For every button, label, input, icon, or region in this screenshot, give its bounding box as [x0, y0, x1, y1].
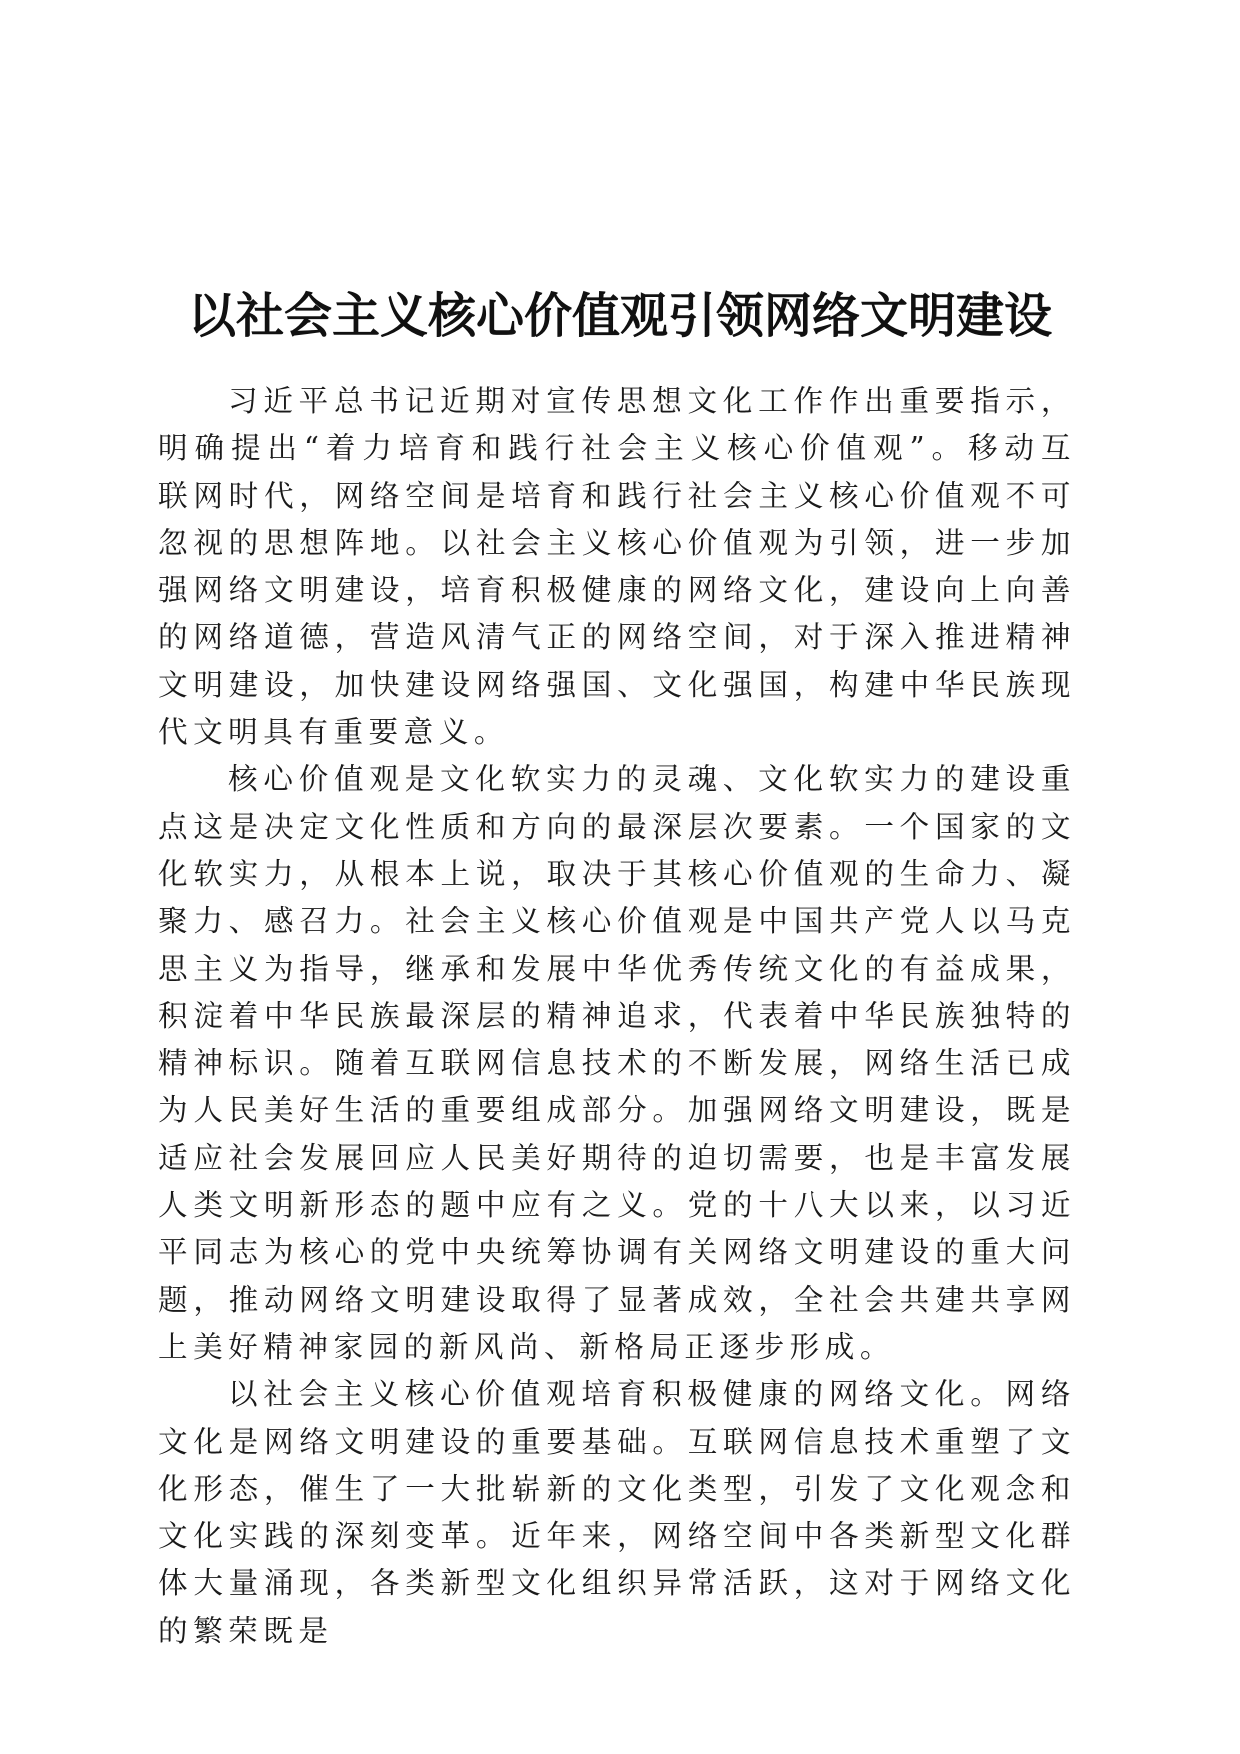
document-title: 以社会主义核心价值观引领网络文明建设: [187, 288, 1052, 345]
document-body: [158, 378, 1076, 1655]
paragraph-3: 以社会主义核心价值观培育积极健康的网络文化。网络文化是网络文明建设的重要基础。互联网信息技术重塑了文化形态，催生了一大批崭新的文化类型，引发了文化观念和文化实践的深刻变革。近年来，网络空间中各类新型文化群体大量涌现，各类新型文化组织异常活跃，这对于网络文化的繁荣既是: [158, 1377, 1076, 1648]
paragraph-1: 习近平总书记近期对宣传思想文化工作作出重要指示，明确提出“着力培育和践行社会主义核心价值观”。移动互联网时代，网络空间是培育和践行社会主义核心价值观不可忽视的思想阵地。以社会主义核心价值观为引领，进一步加强网络文明建设，培育积极健康的网络文化，建设向上向善的网络道德，营造风清气正的网络空间，对于深入推进精神文明建设，加快建设网络强国、文化强国，构建中华民族现代文明具有重要意义。: [158, 384, 1076, 750]
paragraph-2: 核心价值观是文化软实力的灵魂、文化软实力的建设重点这是决定文化性质和方向的最深层次要素。一个国家的文化软实力，从根本上说，取决于其核心价值观的生命力、凝聚力、感召力。社会主义核心价值观是中国共产党人以马克思主义为指导，继承和发展中华优秀传统文化的有益成果，积淀着中华民族最深层的精神追求，代表着中华民族独特的精神标识。随着互联网信息技术的不断发展，网络生活已成为人民美好生活的重要组成部分。加强网络文明建设，既是适应社会发展回应人民美好期待的迫切需要，也是丰富发展人类文明新形态的题中应有之义。党的十八大以来，以习近平同志为核心的党中央统筹协调有关网络文明建设的重大问题，推动网络文明建设取得了显著成效，全社会共建共享网上美好精神家园的新风尚、新格局正逐步形成。: [158, 762, 1076, 1364]
